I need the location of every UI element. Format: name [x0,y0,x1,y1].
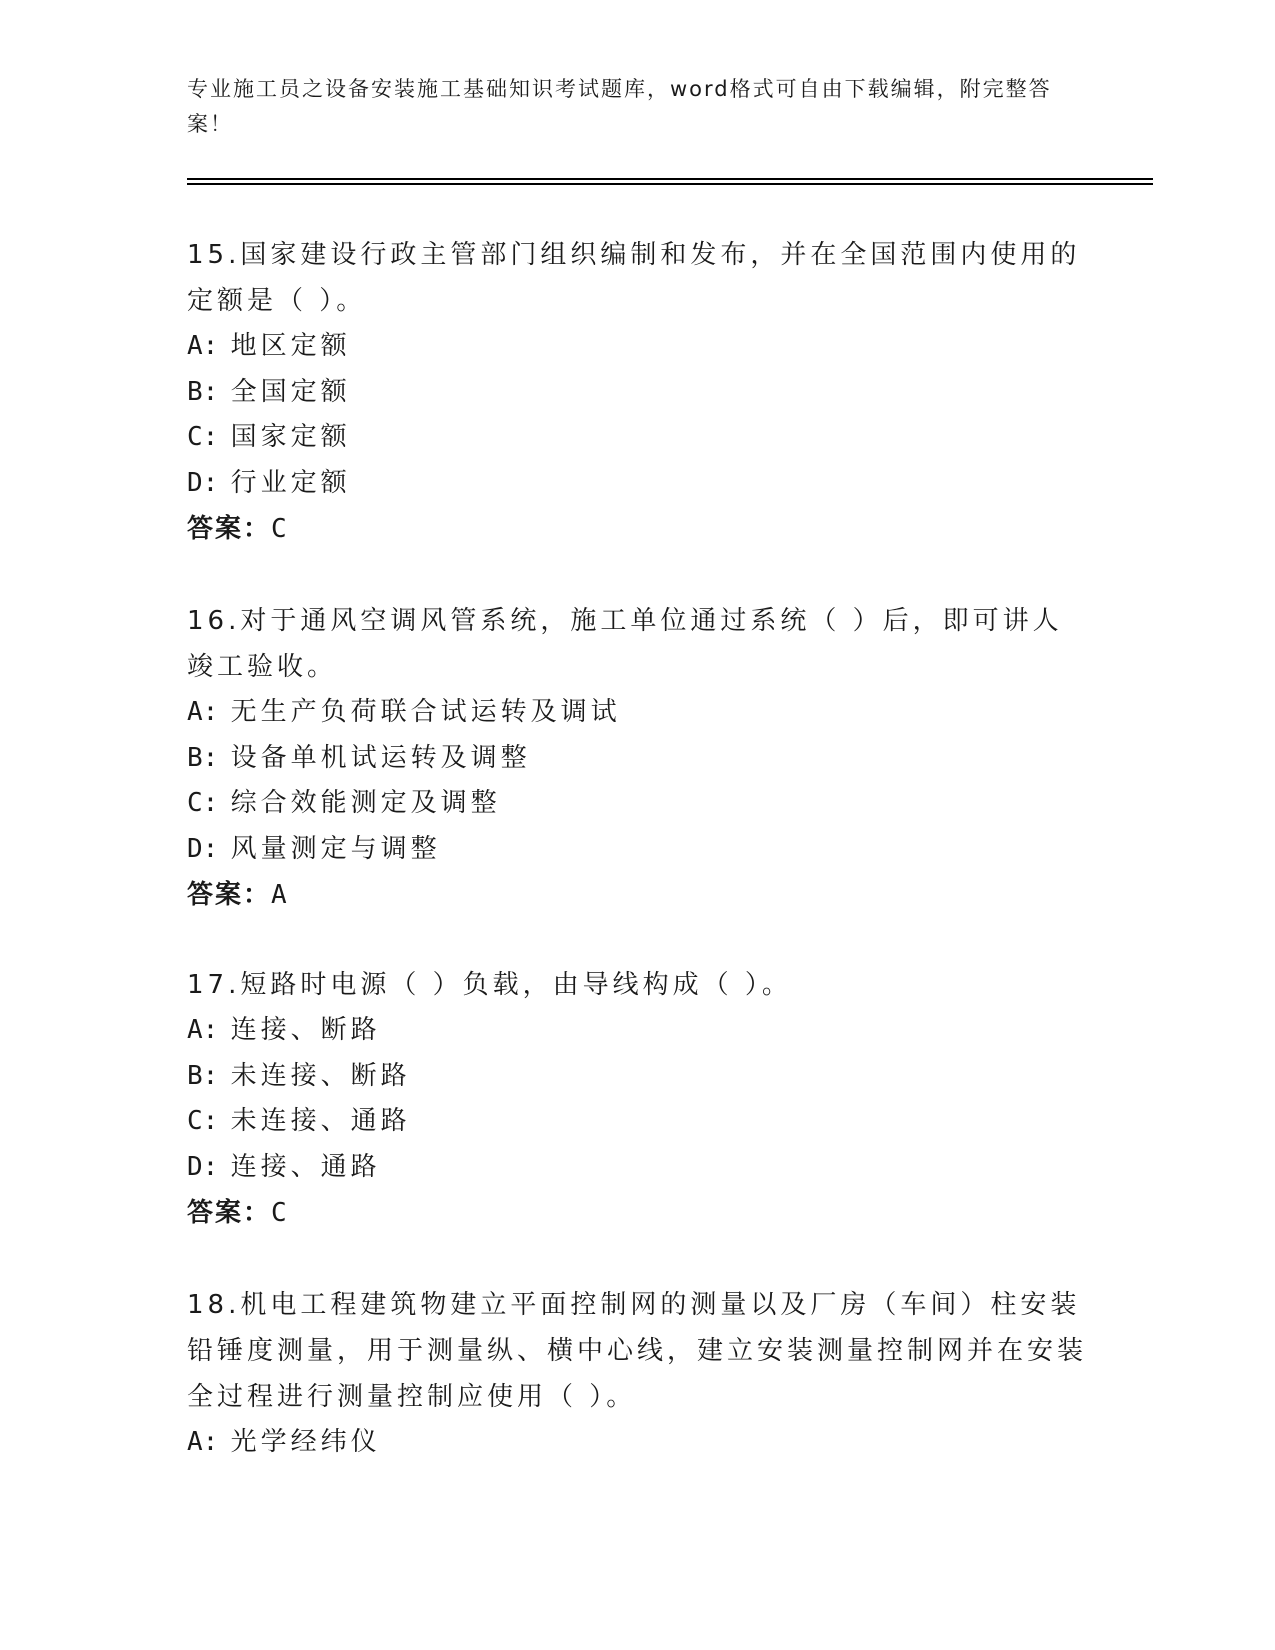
option-text: 未连接、通路 [230,1106,411,1136]
option-text: 未连接、断路 [230,1060,411,1091]
option-c [187,415,1087,461]
option-b [187,736,1087,782]
question-stem: 15.国家建设行政主管部门组织编制和发布，并在全国范围内使用的定额是（ ）。 [187,240,1081,316]
option-a [187,690,1087,736]
option-letter: B: [187,376,219,407]
option-text: 设备单机试运转及调整 [230,742,531,773]
question-stem: 18.机电工程建筑物建立平面控制网的测量以及厂房（车间）柱安装铅锤度测量，用于测量纵、横中心线，建立安装测量控制网并在安装全过程进行测量控制应使用（ ）。 [187,1290,1088,1412]
option-b [187,370,1087,416]
answer-line [187,506,1087,552]
answer-value: C [271,514,289,544]
option-text: 连接、断路 [230,1015,381,1045]
answer-label: 答案： [187,1198,272,1228]
answer-label: 答案： [187,880,272,910]
option-c [187,781,1087,827]
option-letter: C: [187,1106,219,1136]
option-text: 连接、通路 [230,1151,381,1182]
option-text: 光学经纬仪 [230,1427,381,1457]
header-divider-bottom [187,183,1153,185]
option-letter: D: [187,1151,219,1182]
option-text: 全国定额 [230,376,351,407]
option-letter: A: [187,1427,219,1457]
option-d [187,827,1087,873]
answer-line [187,1190,1087,1236]
question-18 [187,1282,1087,1466]
option-text: 风量测定与调整 [230,833,441,864]
option-d [187,1145,1087,1191]
question-stem: 17.短路时电源（ ）负载，由导线构成（ ）。 [187,970,792,1000]
option-letter: A: [187,331,219,361]
document-header: 专业施工员之设备安装施工基础知识考试题库，word格式可自由下载编辑，附完整答案！ [187,77,1052,136]
option-text: 综合效能测定及调整 [230,788,501,818]
header-divider-top [187,178,1153,180]
option-letter: B: [187,1060,219,1091]
option-c [187,1099,1087,1145]
option-a [187,324,1087,370]
option-letter: A: [187,1015,219,1045]
option-text: 地区定额 [230,331,351,361]
answer-value: C [271,1198,289,1228]
option-text: 国家定额 [230,422,351,452]
option-letter: D: [187,833,219,864]
option-text: 行业定额 [230,467,351,498]
question-16 [187,598,1087,918]
option-letter: B: [187,742,219,773]
option-letter: C: [187,422,219,452]
answer-value: A [271,880,289,910]
answer-label: 答案： [187,514,272,544]
option-letter: D: [187,467,219,498]
option-letter: A: [187,697,219,727]
option-letter: C: [187,788,219,818]
question-15 [187,232,1087,552]
option-d [187,461,1087,507]
question-17 [187,962,1087,1236]
option-a [187,1008,1087,1054]
answer-line [187,872,1087,918]
option-text: 无生产负荷联合试运转及调试 [230,697,621,727]
option-a [187,1420,1087,1466]
question-stem: 16.对于通风空调风管系统，施工单位通过系统（ ）后，即可讲人竣工验收。 [187,606,1063,682]
option-b [187,1054,1087,1100]
